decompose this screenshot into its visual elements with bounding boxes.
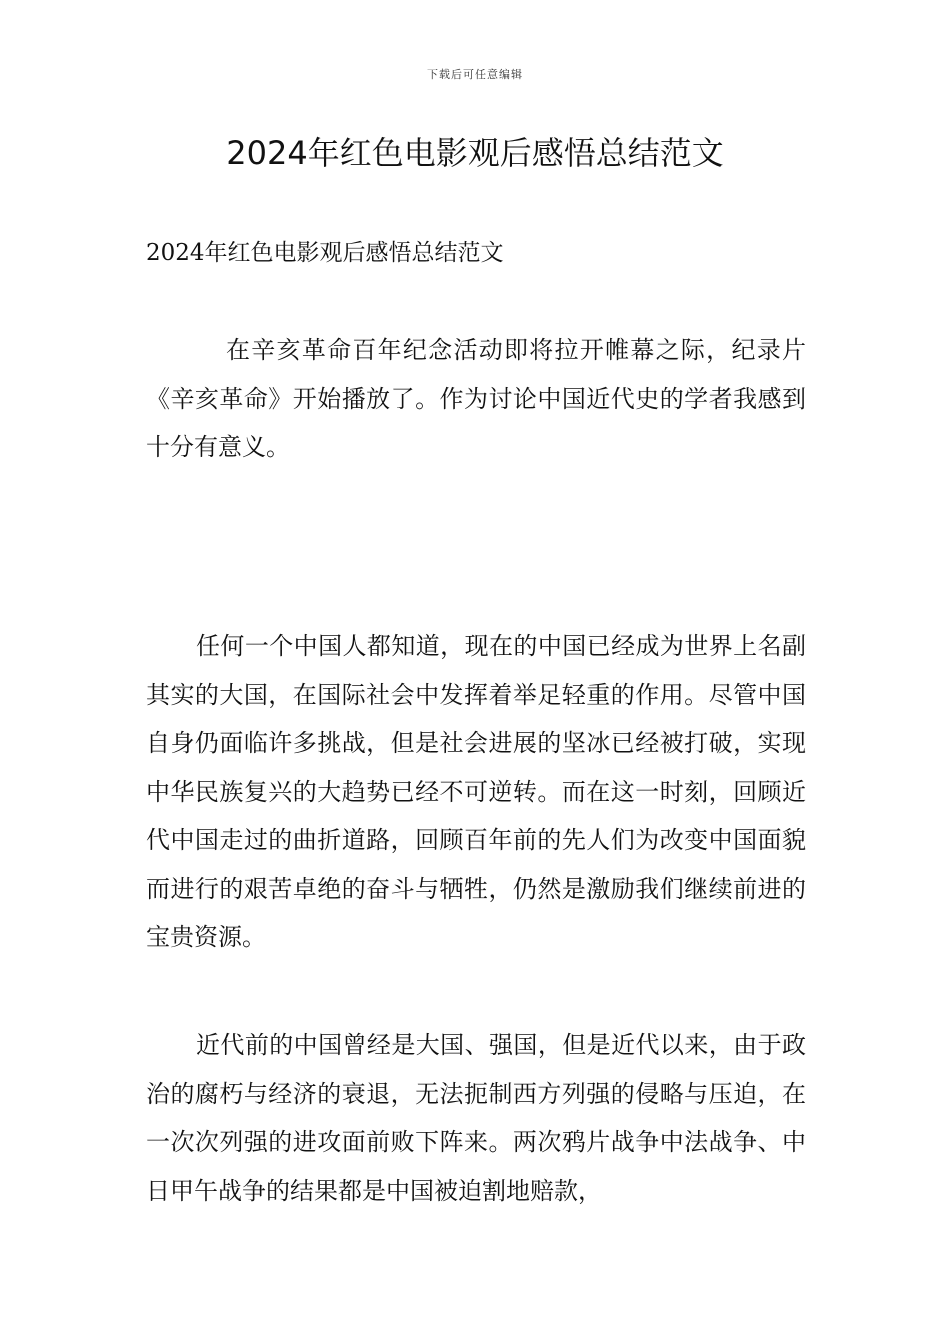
paragraph-2: 任何一个中国人都知道，现在的中国已经成为世界上名副其实的大国，在国际社会中发挥着举足轻重的作用。尽管中国自身仍面临许多挑战，但是社会进展的坚冰已经被打破，实现中华民族复兴的大趋势已经不可逆转。而在这一时刻，回顾近代中国走过的曲折道路，回顾百年前的先人们为改变中国面貌而进行的艰苦卓绝的奋斗与牺牲，仍然是激励我们继续前进的宝贵资源。 bbox=[146, 632, 806, 951]
paragraph-3: 近代前的中国曾经是大国、强国，但是近代以来，由于政治的腐朽与经济的衰退，无法扼制西方列强的侵略与压迫，在一次次列强的进攻面前败下阵来。两次鸦片战争中法战争、中日甲午战争的结果都是中国被迫割地赔款， bbox=[146, 1031, 806, 1205]
header-note: 下载后可任意编辑 bbox=[427, 68, 523, 81]
document-subtitle: 2024年红色电影观后感悟总结范文 bbox=[146, 240, 504, 266]
document-title: 2024年红色电影观后感悟总结范文 bbox=[226, 134, 724, 172]
paragraph-1: 在辛亥革命百年纪念活动即将拉开帷幕之际，纪录片《辛亥革命》开始播放了。作为讨论中国近代史的学者我感到十分有意义。 bbox=[146, 336, 806, 461]
